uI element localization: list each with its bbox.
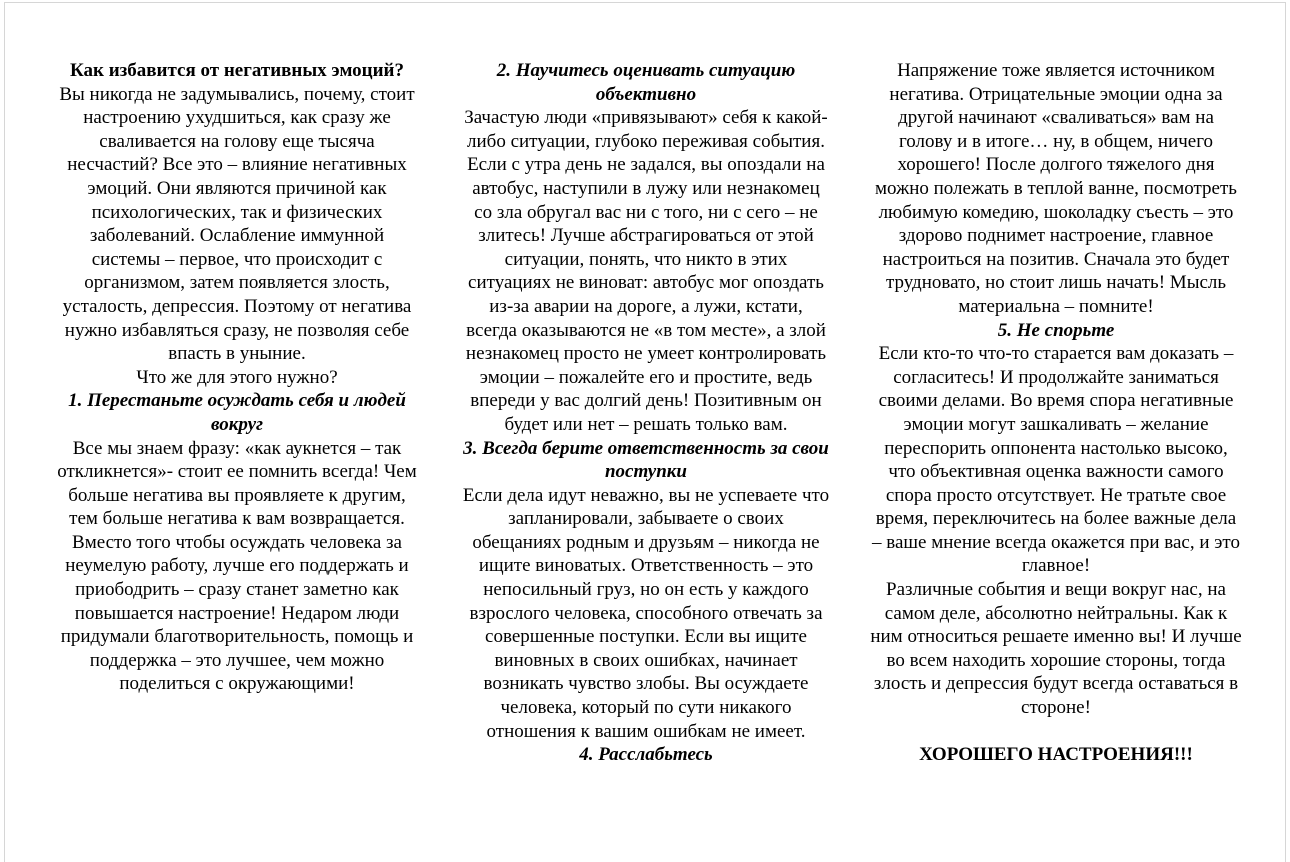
tip-3-heading: 3. Всегда берите ответственность за свои поступки (463, 437, 829, 483)
tip-1-paragraph: Все мы знаем фразу: «как аукнется – так откликнется»- стоит ее помнить всегда! Чем больше негатива вы проявляете к другим, тем больше негатива к вам возвращается. Вместо того чтобы осуждать человека за неумелую работу, лучше его поддержать и приободрить – сразу станет заметно как повышается настроение! Недаром люди придумали благотворительность, помощь и поддержка – это лучшее, чем можно поделиться с окружающими! (57, 437, 417, 695)
column-3 (870, 59, 1242, 767)
conclusion-paragraph: Различные события и вещи вокруг нас, на самом деле, абсолютно нейтральны. Как к ним относиться решаете именно вы! И лучше во всем находить хорошие стороны, тогда злость и депрессия будут всегда оставаться в стороне! (870, 579, 1242, 719)
tip-2-paragraph: Зачастую люди «привязывают» себя к какой-либо ситуации, глубоко переживая события. Если с утра день не задался, вы опоздали на автобус, наступили в лужу или незнакомец со зла обругал вас ни с того, ни с сего – не злитесь! Лучше абстрагироваться от этой ситуации, понять, что никто в этих ситуациях не виноват: автобус мог опоздать из-за аварии на дороге, а лужи, кстати, всегда оказываются не «в том месте», а злой незнакомец просто не умеет контролировать эмоции – пожалейте его и простите, ведь впереди у вас долгий день! Позитивным он будет или нет – решать только вам. (464, 107, 828, 435)
tip-2-heading: 2. Научитесь оценивать ситуацию объективно (496, 60, 796, 105)
closing-line: ХОРОШЕГО НАСТРОЕНИЯ!!! (919, 744, 1193, 766)
question-line: Что же для этого нужно? (136, 366, 338, 388)
tip-5-paragraph: Если кто-то что-то старается вам доказать – согласитесь! И продолжайте заниматься своими делами. Во время спора негативные эмоции могут зашкаливать – желание переспорить оппонента настолько высоко, что объективная оценка важности самого спора просто отсутствует. Не тратьте свое время, переключитесь на более важные дела – ваше мнение всегда окажется при вас, и это главное! (872, 343, 1240, 577)
tip-3-paragraph: Если дела идут неважно, вы не успеваете что запланировали, забываете о своих обещаниях родным и друзьям – никогда не ищите виноватых. Ответственность – это непосильный груз, но он есть у каждого взрослого человека, способного отвечать за совершенные поступки. Если вы ищите виновных в своих ошибках, начинает возникать чувство злобы. Вы осуждаете человека, который по сути никакого отношения к вашим ошибкам не имеет. (462, 484, 830, 742)
document-title: Как избавится от негативных эмоций? (69, 60, 405, 81)
tip-4-heading: 4. Расслабьтесь (579, 744, 713, 766)
tip-1-heading: 1. Перестаньте осуждать себя и людей вокруг (68, 390, 406, 435)
tip-5-heading: 5. Не спорьте (997, 319, 1115, 341)
tip-4-paragraph: Напряжение тоже является источником негатива. Отрицательные эмоции одна за другой начинают «сваливаться» вам на голову и в итоге… ну, в общем, ничего хорошего! После долгого тяжелого дня можно полежать в теплой ванне, посмотреть любимую комедию, шоколадку съесть – это здорово поднимет настроение, главное настроиться на позитив. Сначала это будет трудновато, но стоит лишь начать! Мысль материальна – помните! (875, 60, 1237, 317)
blank-line (870, 720, 1242, 744)
column-2 (462, 59, 830, 767)
column-1 (56, 59, 418, 696)
intro-paragraph: Вы никогда не задумывались, почему, стоит настроению ухудшиться, как сразу же сваливается на голову еще тысяча несчастий? Все это – влияние негативных эмоций. Они являются причиной как психологических, так и физических заболеваний. Ослабление иммунной системы – первое, что происходит с организмом, затем появляется злость, усталость, депрессия. Поэтому от негатива нужно избавляться сразу, не позволяя себе впасть в уныние. (59, 83, 415, 365)
